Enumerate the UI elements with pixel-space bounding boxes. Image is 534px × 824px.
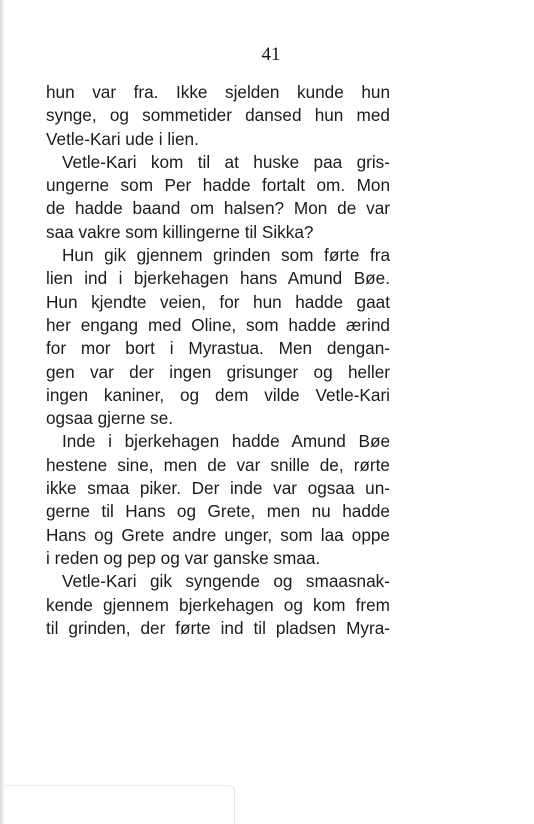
text-line: de hadde baand om halsen? Mon de var <box>46 198 390 219</box>
text-line: til grinden, der førte ind til pladsen Myra- <box>46 617 390 638</box>
page-number: 41 <box>261 44 281 65</box>
text-line: ogsaa gjerne se. <box>46 408 174 429</box>
text-line: hun var fra. Ikke sjelden kunde hun <box>46 82 390 102</box>
text-line: saa vakre som killingerne til Sikka? <box>46 221 314 242</box>
text-line: Hans og Grete andre unger, som laa oppe <box>46 524 390 545</box>
text-line: gen var der ingen grisunger og heller <box>46 361 390 382</box>
text-line: Inde i bjerkehagen hadde Amund Bøe <box>62 431 390 452</box>
text-line: kende gjennem bjerkehagen og kom frem <box>46 594 390 615</box>
text-line: ingen kaniner, og dem vilde Vetle-Kari <box>46 384 390 405</box>
text-line: Hun kjendte veien, for hun hadde gaat <box>46 291 390 312</box>
text-line: synge, og sommetider dansed hun med <box>46 105 390 126</box>
text-line: Vetle-Kari kom til at huske paa gris- <box>62 151 390 172</box>
body-text <box>46 81 390 640</box>
text-line: ungerne som Per hadde fortalt om. Mon <box>46 175 390 196</box>
text-line: Hun gik gjennem grinden som førte fra <box>62 245 390 266</box>
text-line: gerne til Hans og Grete, men nu hadde <box>46 501 390 522</box>
text-line: lien ind i bjerkehagen hans Amund Bøe. <box>46 268 390 289</box>
text-line: for mor bort i Myrastua. Men dengan- <box>46 338 390 359</box>
page-binding-edge <box>0 0 5 824</box>
text-line: Vetle-Kari ude i lien. <box>46 128 199 149</box>
text-line: hestene sine, men de var snille de, rørte <box>46 454 390 475</box>
text-line: i reden og pep og var ganske smaa. <box>46 547 321 568</box>
text-line: Vetle-Kari gik syngende og smaasnak- <box>62 571 390 592</box>
paper-crease <box>4 785 235 824</box>
text-line: ikke smaa piker. Der inde var ogsaa un- <box>46 478 390 499</box>
text-line: her engang med Oline, som hadde ærind <box>46 314 390 335</box>
